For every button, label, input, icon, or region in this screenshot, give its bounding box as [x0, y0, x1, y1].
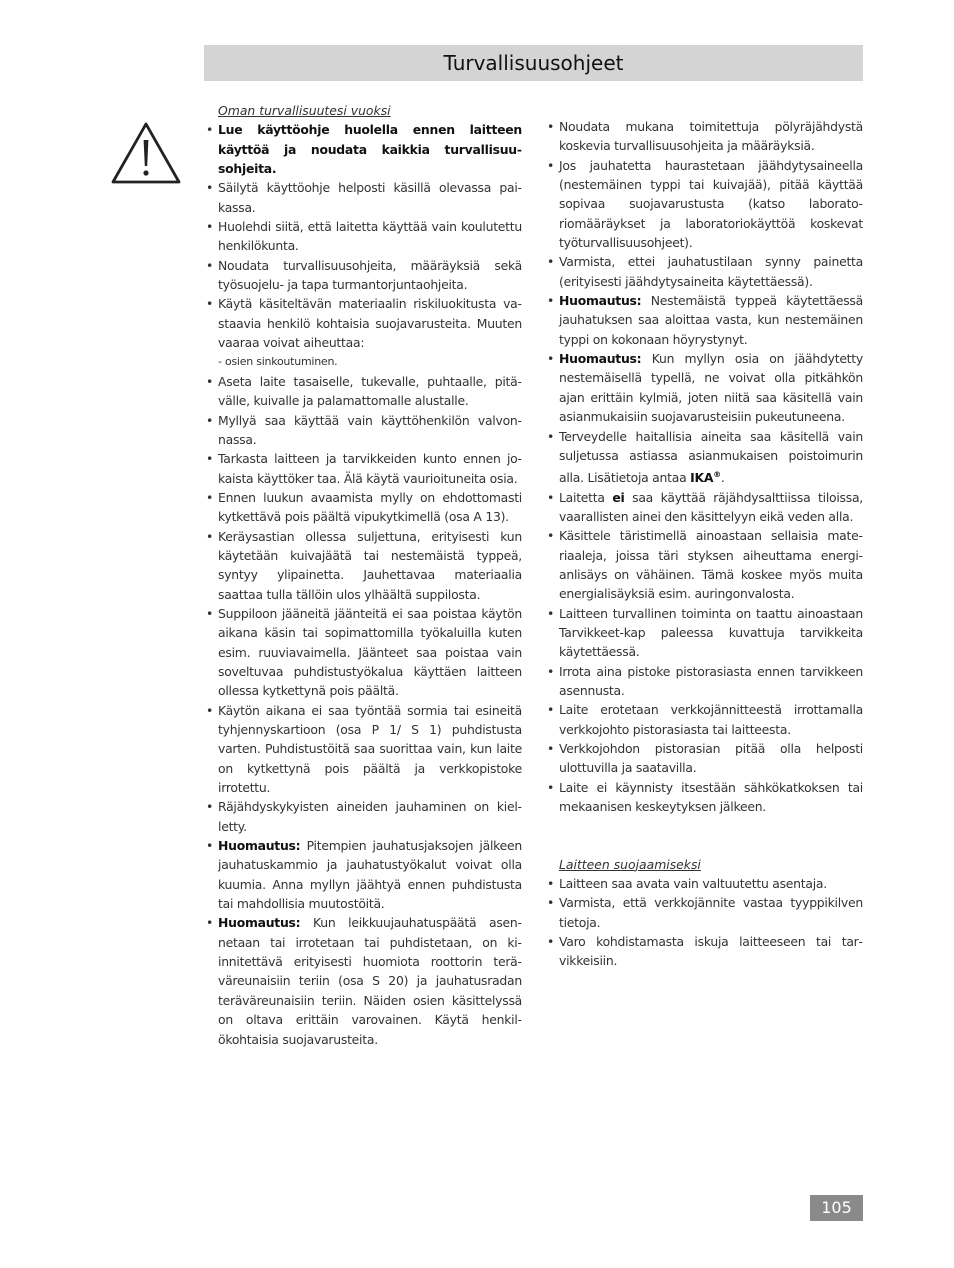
item-text: Nestemäistä typpeä käytettäessä jauhatuksen saa aloittaa vasta, kun nestemäinen typpi on kokonaan höyrystynyt. — [559, 293, 863, 347]
list-item — [204, 449, 522, 488]
item-text: Terveydelle haitallisia aineita saa käsitellä vain suljetussa astiassa asianmukaisen poistoimurin alla. Lisätietoja antaa — [559, 428, 863, 486]
item-text: Irrota aina pistoke pistorasiasta ennen tarvikkeen asennusta. — [559, 663, 863, 699]
item-text: Laite erotetaan verkkojännitteestä irrottamalla verkkojohto pistorasiasta tai laitteesta. — [559, 702, 863, 737]
list-item — [204, 913, 522, 1048]
bold-text: Huomautus: — [218, 838, 301, 854]
list-item — [545, 117, 863, 156]
list-item — [545, 349, 863, 426]
device-protection-list — [545, 874, 863, 971]
list-item — [204, 797, 522, 836]
list-item — [545, 662, 863, 701]
bold-text: ® — [713, 470, 721, 480]
left-column — [204, 101, 522, 1049]
bold-text: Huomautus: — [559, 293, 642, 309]
item-text: Verkkojohdon pistorasian pitää olla helposti ulottuvilla ja saatavilla. — [559, 741, 863, 776]
item-text: Aseta laite tasaiselle, tukevalle, puhtaalle, pitävälle, kuivalle ja palamattomalle alustalle. — [218, 373, 522, 409]
item-text: saa käyttää räjähdysalttiissa tiloissa, vaarallisten ainei den käsittelyyn eikä veden alla. — [559, 489, 864, 524]
item-text: Laitteen saa avata vain valtuutettu asentaja. — [559, 875, 827, 891]
item-text: Jos jauhatetta haurastetaan jäähdytysaineella (nestemäinen typpi tai kuivajää), pitää käyttää sopivaa suojavarustusta (katso laboratoriomääräykset ja laboratoriokäyttöä koskevat työturvallisuusohjeet). — [559, 157, 863, 251]
list-item — [545, 739, 863, 778]
item-text: Tarkasta laitteen ja tarvikkeiden kunto ennen jokaista käyttöker taa. Älä käytä vaurioituneita osia. — [218, 451, 522, 486]
item-text: Varmista, että verkkojännite vastaa tyyppikilven tietoja. — [559, 895, 863, 930]
left-bullet-list — [204, 120, 522, 1049]
item-text: Käytä käsiteltävän materiaalin riskiluokitusta vastaavia henkilö kohtaisia suojavarusteita. Muuten vaaraa voivat aiheuttaa: — [218, 296, 522, 351]
list-item — [545, 604, 863, 662]
list-item — [204, 411, 522, 450]
bold-text: Lue käyttöohje huolella ennen laitteen käyttöä ja noudata kaikkia turvallisuusohjeita. — [218, 122, 522, 177]
list-item — [545, 291, 863, 349]
list-item — [204, 120, 522, 178]
list-item — [545, 893, 863, 932]
item-text: Laitteen turvallinen toiminta on taattu ainoastaan Tarvikkeet-kap paleessa kuvattuja tarvikkeita käytettäessä. — [559, 605, 863, 660]
list-item — [204, 527, 522, 604]
bold-text: ei — [612, 489, 625, 505]
item-text: Noudata turvallisuusohjeita, määräyksiä sekä työsuojelu- ja tapa turmantorjuntaohjeita. — [218, 257, 522, 293]
item-text: Käsittele täristimellä ainoastaan sellaisia materiaaleja, joissa täri styksen aiheuttama energianlisäys on vähäinen. Tämä koskee myös muita energialisäyksiä esim. auringonvalosta. — [559, 528, 863, 602]
item-text: Laite ei käynnisty itsestään sähkökatkoksen tai mekaanisen keskeytyksen jälkeen. — [559, 779, 863, 815]
list-item — [545, 700, 863, 739]
list-item — [545, 488, 863, 527]
item-text: Kun leikkuujauhatuspäätä asennetaan tai irrotetaan tai puhdistetaan, on kiinnitettävä erityisesti huomiota roottorin teräväreunaisiin teriin (osa S 20) ja jauhatusradan teräväreunaisiin teriin. Näiden osien käsittelyssä on oltava erittäin varovainen. Käytä henkilökohtaisia suojavarusteita. — [218, 915, 522, 1047]
list-item — [545, 874, 863, 893]
list-item — [204, 217, 522, 256]
item-text: Ennen luukun avaamista mylly on ehdottomasti kytkettävä pois päältä vipukytkimellä (osa A 13). — [218, 489, 522, 525]
list-item — [545, 526, 863, 603]
list-item — [204, 178, 522, 217]
item-text: Huolehdi siitä, että laitetta käyttää vain koulutettu henkilökunta. — [218, 219, 522, 254]
item-text: Säilytä käyttöohje helposti käsillä olevassa paikassa. — [218, 180, 522, 215]
sub-item-text: - osien sinkoutuminen. — [218, 355, 338, 369]
item-text: Noudata mukana toimitettuja pölyräjähdystä koskevia turvallisuusohjeita ja määräyksiä. — [559, 119, 863, 154]
list-item — [545, 252, 863, 291]
item-text: Myllyä saa käyttää vain käyttöhenkilön valvonnassa. — [218, 412, 522, 447]
list-item — [204, 701, 522, 798]
list-item — [204, 256, 522, 295]
item-text: Varmista, ettei jauhatustilaan synny painetta (erityisesti jäähdytysaineita käytettäessä). — [559, 254, 863, 289]
right-bullet-list — [545, 117, 863, 817]
bold-text: IKA — [690, 470, 714, 486]
item-text: Varo kohdistamasta iskuja laitteeseen tai tarvikkeisiin. — [559, 933, 863, 969]
list-item — [204, 294, 522, 371]
bold-text: Huomautus: — [559, 351, 642, 367]
item-text: Kun myllyn osia on jäähdytetty nestemäisellä typellä, ne voivat olla pitkähkön ajan erittäin kylmiä, joten niitä saa käsitellä vain asianmukaisiin suojavarusteisiin pukeutuneena. — [559, 351, 863, 425]
page-header — [204, 45, 863, 81]
right-column — [545, 101, 863, 971]
list-item — [545, 932, 863, 971]
item-text: Suppiloon jääneitä jäänteitä ei saa poistaa käytön aikana käsin tai sopimattomilla työkaluilla kuten esim. ruuviavaimella. Jäänteet saa poistaa vain soveltuvaa puhdistustyökalua käyttäen laitteen ollessa kytkettynä pois päältä. — [218, 605, 522, 699]
bold-text: Huomautus: — [218, 915, 301, 931]
list-item — [545, 778, 863, 817]
list-item — [204, 836, 522, 913]
item-text: Käytön aikana ei saa työntää sormia tai esineitä tyhjennyskartioon (osa P 1/ S 1) puhdistusta varten. Puhdistustöitä saa suorittaa vain, kun laite on kytkettynä pois päältä ja verkkopistoke irrotettu. — [218, 702, 522, 796]
item-text: Keräysastian ollessa suljettuna, erityisesti kun käytetään kuivajäätä tai nestemäistä typpeä, syntyy ylipainetta. Jauhettavaa materiaalia saattaa tulla tällöin ulos ylhäältä suppilosta. — [218, 528, 522, 602]
page-number: 105 — [810, 1195, 863, 1221]
list-item — [545, 427, 863, 488]
list-item — [204, 488, 522, 527]
item-text: Pitempien jauhatusjaksojen jälkeen jauhatuskammio ja jauhatustyökalut voivat olla kuumia. Anna myllyn jäähtyä ennen puhdistusta tai mahdollisia muutostöitä. — [218, 838, 522, 912]
list-item — [204, 372, 522, 411]
page-title: Turvallisuusohjeet — [443, 51, 624, 75]
section-heading-personal-safety: Oman turvallisuutesi vuoksi — [218, 103, 391, 118]
item-text: Räjähdyskykyisten aineiden jauhaminen on kielletty. — [218, 799, 522, 834]
list-item — [545, 156, 863, 253]
list-item — [204, 604, 522, 701]
warning-triangle-icon — [110, 120, 182, 186]
section-heading-device-protection: Laitteen suojaamiseksi — [559, 856, 701, 872]
item-text: . — [720, 470, 725, 486]
item-text: Laitetta — [559, 489, 613, 505]
